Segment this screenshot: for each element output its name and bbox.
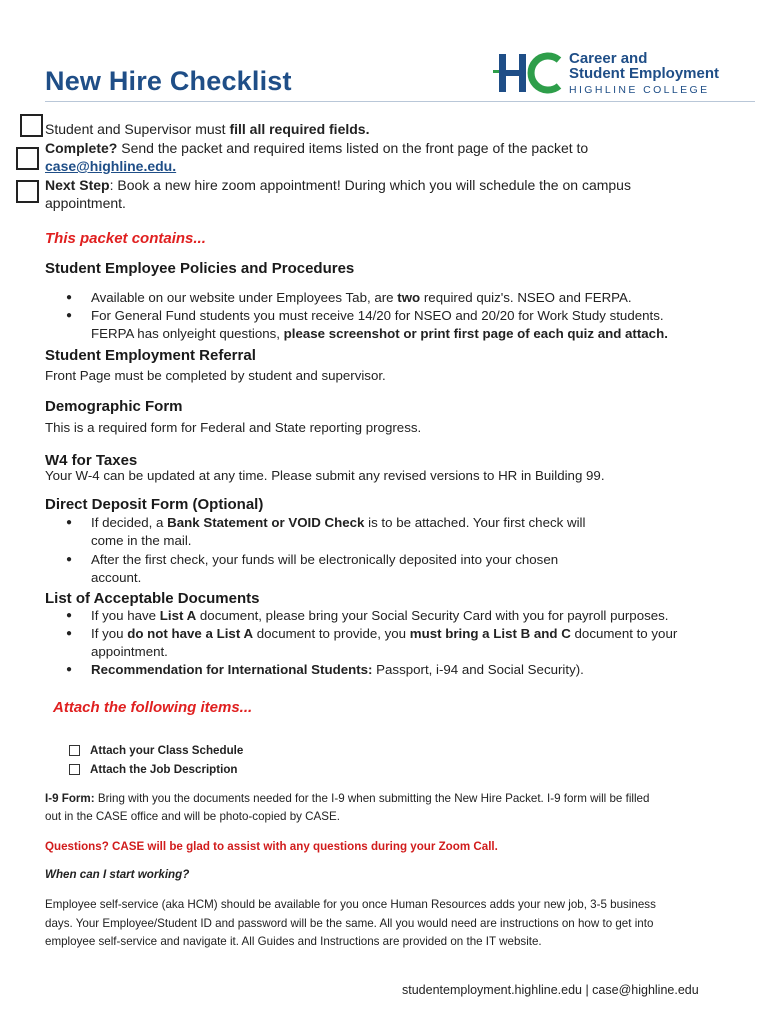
checklist-item-required-fields: Student and Supervisor must fill all required fields.: [45, 121, 370, 137]
questions-note: Questions? CASE will be glad to assist with any questions during your Zoom Call.: [45, 840, 498, 853]
logo-text-highline-college: HIGHLINE COLLEGE: [569, 84, 710, 96]
ess-paragraph-line3: employee self-service and navigate it. All Guides and Instructions are provided on the IT website.: [45, 935, 542, 948]
packet-contains-heading: This packet contains...: [45, 230, 206, 247]
college-logo: [493, 46, 733, 98]
page-title: New Hire Checklist: [45, 66, 292, 96]
case-email-link[interactable]: case@highline.edu.: [45, 158, 177, 174]
case-email-link-line: [45, 157, 176, 176]
demographic-heading: Demographic Form: [45, 398, 183, 415]
w4-text: Your W-4 can be updated at any time. Please submit any revised versions to HR in Building 99.: [45, 468, 605, 483]
i9-paragraph-line1: I-9 Form: Bring with you the documents needed for the I-9 when submitting the New Hire Packet. I-9 form will be filled: [45, 792, 650, 805]
when-start-heading: When can I start working?: [45, 868, 190, 881]
deposit-bullet-1-cont: come in the mail.: [91, 533, 192, 548]
demographic-text: This is a required form for Federal and State reporting progress.: [45, 420, 422, 435]
w4-heading: W4 for Taxes: [45, 452, 138, 469]
referral-heading: Student Employment Referral: [45, 347, 256, 364]
deposit-bullet-2: After the first check, your funds will be electronically deposited into your chosen: [91, 552, 559, 567]
checkbox-complete[interactable]: [16, 147, 39, 170]
i9-paragraph-line2: out in the CASE office and will be photo-copied by CASE.: [45, 810, 340, 823]
bullet-icon: ●: [66, 310, 73, 321]
ess-paragraph-line2: days. Your Employee/Student ID and password will be the same. All you would need are instructions on how to get into: [45, 917, 654, 930]
checkbox-class-schedule[interactable]: [69, 745, 80, 756]
logo-text-student-employment: Student Employment: [569, 65, 720, 82]
documents-bullet-1: If you have List A document, please bring your Social Security Card with you for payroll purposes.: [91, 608, 669, 623]
attach-class-schedule: Attach your Class Schedule: [90, 744, 244, 757]
deposit-bullet-1: If decided, a Bank Statement or VOID Check is to be attached. Your first check will: [91, 515, 586, 530]
referral-text: Front Page must be completed by student and supervisor.: [45, 368, 386, 383]
title-divider: [45, 101, 755, 102]
policies-bullet-1: Available on our website under Employees Tab, are two required quiz's. NSEO and FERPA.: [91, 290, 632, 305]
documents-bullet-3: Recommendation for International Students: Passport, i-94 and Social Security).: [91, 662, 584, 677]
bullet-icon: ●: [66, 664, 73, 675]
bullet-icon: ●: [66, 517, 73, 528]
deposit-bullet-2-cont: account.: [91, 570, 142, 585]
bullet-icon: ●: [66, 554, 73, 565]
policies-heading: Student Employee Policies and Procedures: [45, 260, 355, 277]
checklist-item-next-step-cont: appointment.: [45, 195, 126, 211]
logo-text-career: Career and: [569, 50, 648, 67]
hc-logo-mark: [493, 46, 567, 98]
bullet-icon: ●: [66, 292, 73, 303]
checklist-item-complete: Complete? Send the packet and required items listed on the front page of the packet to: [45, 140, 589, 156]
bullet-icon: ●: [66, 610, 73, 621]
policies-bullet-2: For General Fund students you must receive 14/20 for NSEO and 20/20 for Work Study students.: [91, 308, 664, 323]
documents-bullet-2-cont: appointment.: [91, 644, 168, 659]
attach-heading: Attach the following items...: [53, 699, 253, 716]
bullet-icon: ●: [66, 628, 73, 639]
attach-job-description: Attach the Job Description: [90, 763, 238, 776]
deposit-heading: Direct Deposit Form (Optional): [45, 496, 264, 513]
footer-contact: studentemployment.highline.edu | case@highline.edu: [402, 983, 699, 997]
ess-paragraph-line1: Employee self-service (aka HCM) should be available for you once Human Resources adds your new job, 3-5 business: [45, 898, 656, 911]
checkbox-next-step[interactable]: [16, 180, 39, 203]
checklist-item-next-step: Next Step: Book a new hire zoom appointment! During which you will schedule the on campus: [45, 177, 631, 193]
checkbox-required-fields[interactable]: [20, 114, 43, 137]
documents-heading: List of Acceptable Documents: [45, 590, 260, 607]
policies-bullet-2-cont: FERPA has onlyeight questions, please screenshot or print first page of each quiz and attach.: [91, 326, 668, 341]
documents-bullet-2: If you do not have a List A document to provide, you must bring a List B and C document to your: [91, 626, 678, 641]
checkbox-job-description[interactable]: [69, 764, 80, 775]
